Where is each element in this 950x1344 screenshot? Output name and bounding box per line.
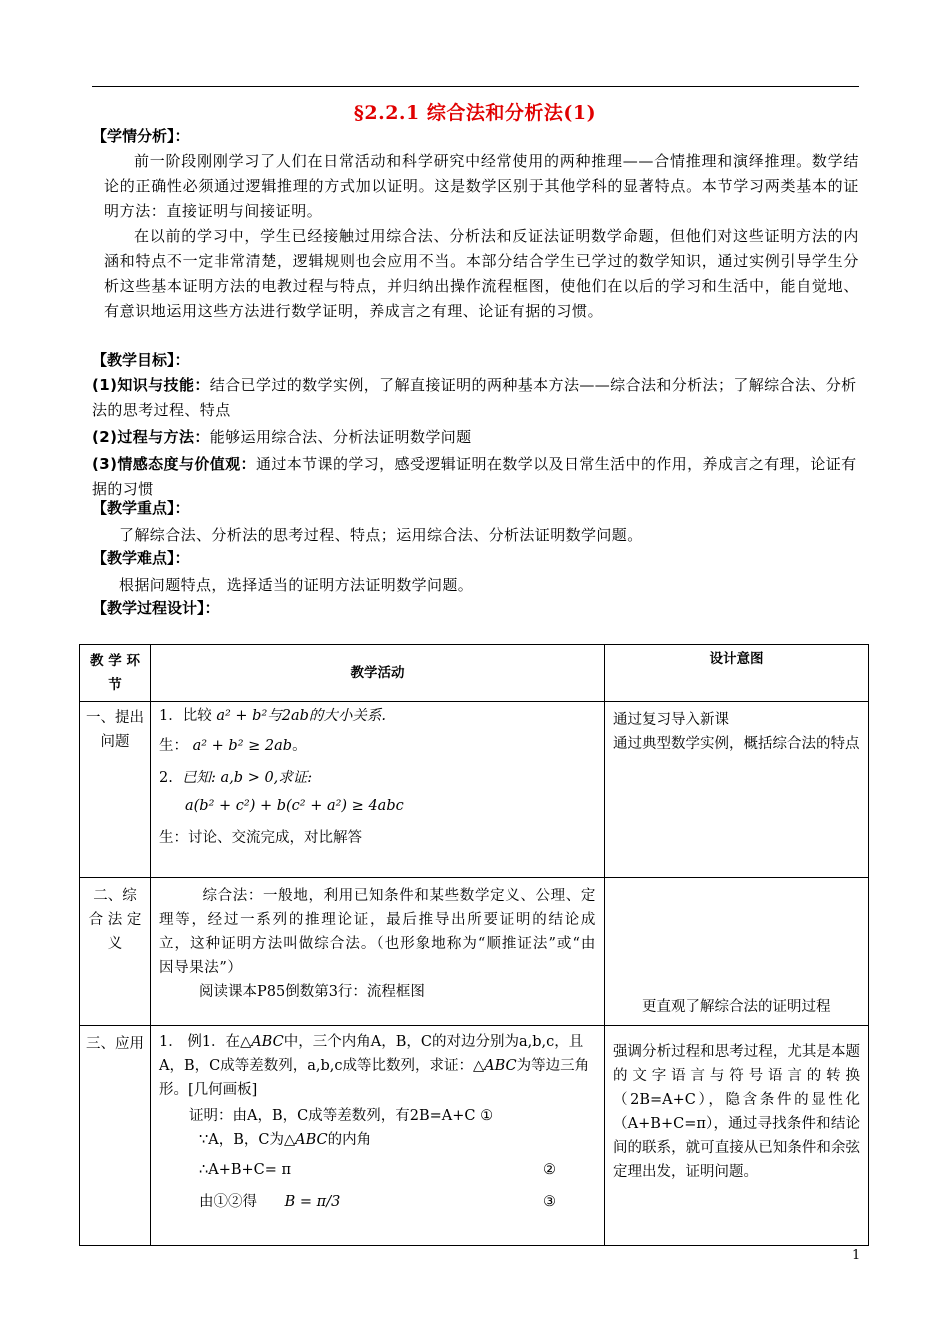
row3-proof-4-text: 由①②得	[199, 1194, 257, 1210]
goal-3-text: 通过本节课的学习，感受逻辑证明在数学以及日常生活中的作用，养成言之有理，论证有据的习惯	[92, 455, 857, 498]
process-heading: 【教学过程设计】：	[92, 599, 220, 617]
top-rule	[92, 86, 859, 87]
goal-1-text: 结合已学过的数学实例，了解直接证明的两种基本方法——综合法和分析法；了解综合法、分析法的思考过程、特点	[92, 376, 857, 419]
row1-q2	[159, 766, 596, 790]
page-number: 1	[852, 1248, 861, 1263]
page-title: §2.2.1 综合法和分析法(1)	[353, 102, 597, 124]
goal-2	[92, 425, 859, 450]
goal-2-text: 能够运用综合法、分析法证明数学问题	[209, 428, 472, 446]
row3-intent: 强调分析过程和思考过程，尤其是本题的文字语言与符号语言的转换（2B=A+C），隐含条件的显性化（A+B+C=π），通过寻找条件和结论间的联系，就可直接从已知条件和余弦定理出发，证明问题。	[605, 1026, 869, 1246]
table-row	[80, 1026, 869, 1246]
goal-1-label: (1)知识与技能：	[92, 376, 210, 394]
row3-stage: 三、应用	[80, 1026, 151, 1246]
row1-intent: 通过复习导入新课 通过典型数学实例，概括综合法的特点	[605, 702, 869, 878]
key-heading: 【教学重点】：	[92, 499, 190, 517]
row3-triangle: △ABC	[240, 1034, 284, 1050]
row3-mark-2: ②	[543, 1162, 556, 1178]
row1-a1-end: 。	[292, 738, 307, 754]
row1-stage: 一、提出问题	[80, 702, 151, 878]
row1-a1-label: 生：	[159, 738, 188, 754]
header-activity: 教学活动	[151, 645, 605, 702]
process-section	[92, 596, 859, 621]
row1-a1	[159, 734, 596, 758]
difficulty-section	[92, 546, 859, 598]
row1-q1	[159, 704, 596, 728]
row2-definition: 综合法：一般地，利用已知条件和某些数学定义、公理、定理等，经过一系列的推理论证，最后推导出所要证明的结论成立，这种证明方法叫做综合法。（也形象地称为“顺推证法”或“由因导果法”）	[159, 888, 596, 976]
row3-proof-4	[159, 1190, 596, 1214]
goal-3-label: (3)情感态度与价值观：	[92, 455, 256, 473]
row1-q2-text: 已知: a,b > 0,求证:	[182, 770, 313, 786]
key-text: 了解综合法、分析法的思考过程、特点；运用综合法、分析法证明数学问题。	[119, 526, 643, 544]
row2-stage: 二、综 合 法 定 义	[80, 878, 151, 1026]
key-section	[92, 496, 859, 548]
row3-mark-3: ③	[543, 1194, 556, 1210]
row3-proof-2b: 的内角	[327, 1132, 372, 1148]
table-row	[80, 702, 869, 878]
analysis-heading: 【学情分析】：	[92, 127, 190, 145]
row3-proof-1: 证明：由A，B，C成等差数列，有2B=A+C ①	[189, 1108, 494, 1124]
row3-proof-2	[159, 1128, 596, 1152]
table-row	[80, 878, 869, 1026]
row1-a2: 生：讨论、交流完成，对比解答	[159, 830, 362, 846]
row3-proof-2a: ∵A，B，C为	[199, 1132, 284, 1148]
row3-ex-a: 1． 例1．在	[159, 1034, 241, 1050]
row3-proof-4-math: B = π/3	[284, 1194, 341, 1210]
row3-activity	[151, 1026, 605, 1246]
row1-activity	[151, 702, 605, 878]
header-stage: 教 学 环节	[80, 645, 151, 702]
goal-3	[92, 452, 859, 502]
analysis-paragraph-2: 在以前的学习中，学生已经接触过用综合法、分析法和反证法证明数学命题，但他们对这些证明方法的内涵和特点不一定非常清楚，逻辑规则也会应用不当。本部分结合学生已学过的数学知识，通过实例引导学生分析这些基本证明方法的电教过程与特点，并归纳出操作流程框图，使他们在以后的学习和生活中，能自觉地、有意识地运用这些方法进行数学证明，养成言之有理、论证有据的习惯。	[104, 227, 859, 320]
row1-a1-math: a² + b² ≥ 2ab	[192, 738, 293, 754]
row3-ex-b: 中，三个内角A，B，C的对边分别为a,b,c，且A，B，C成等差数列，a,b,c成等比数列，求证：	[159, 1034, 584, 1074]
row1-q1-label: 1．比较	[159, 708, 212, 724]
row3-proof-3-text: ∴A+B+C= π	[199, 1162, 292, 1178]
row3-proof-3	[159, 1158, 596, 1182]
goal-2-label: (2)过程与方法：	[92, 428, 210, 446]
row3-triangle-3: △ABC	[283, 1132, 328, 1148]
row2-intent: 更直观了解综合法的证明过程	[605, 878, 869, 1026]
row3-ex-c: 为等边三角形。[几何画板]	[159, 1058, 590, 1098]
row2-activity	[151, 878, 605, 1026]
goals-section	[92, 348, 859, 502]
row3-triangle-2: △ABC	[473, 1058, 517, 1074]
difficulty-text: 根据问题特点，选择适当的证明方法证明数学问题。	[119, 576, 474, 594]
table-header-row	[80, 645, 869, 702]
row2-read: 阅读课本P85倒数第3行：流程框图	[199, 984, 425, 1000]
row1-q2-math: a(b² + c²) + b(c² + a²) ≥ 4abc	[185, 798, 404, 814]
analysis-section	[92, 124, 859, 324]
row3-example	[159, 1030, 596, 1102]
difficulty-heading: 【教学难点】：	[92, 549, 190, 567]
lesson-table	[79, 644, 869, 1246]
goals-heading: 【教学目标】：	[92, 351, 190, 369]
row3-proof-4-left	[199, 1190, 340, 1214]
header-intent: 设计意图	[605, 645, 869, 702]
analysis-paragraph-1: 前一阶段刚刚学习了人们在日常活动和科学研究中经常使用的两种推理——合情推理和演绎推理。数学结论的正确性必须通过逻辑推理的方式加以证明。这是数学区别于其他学科的显著特点。本节学习两类基本的证明方法：直接证明与间接证明。	[104, 152, 859, 220]
row1-q1-math: a² + b²与2ab的大小关系.	[216, 708, 387, 724]
goal-1	[92, 373, 859, 423]
row1-q2-num: 2.	[159, 770, 173, 786]
